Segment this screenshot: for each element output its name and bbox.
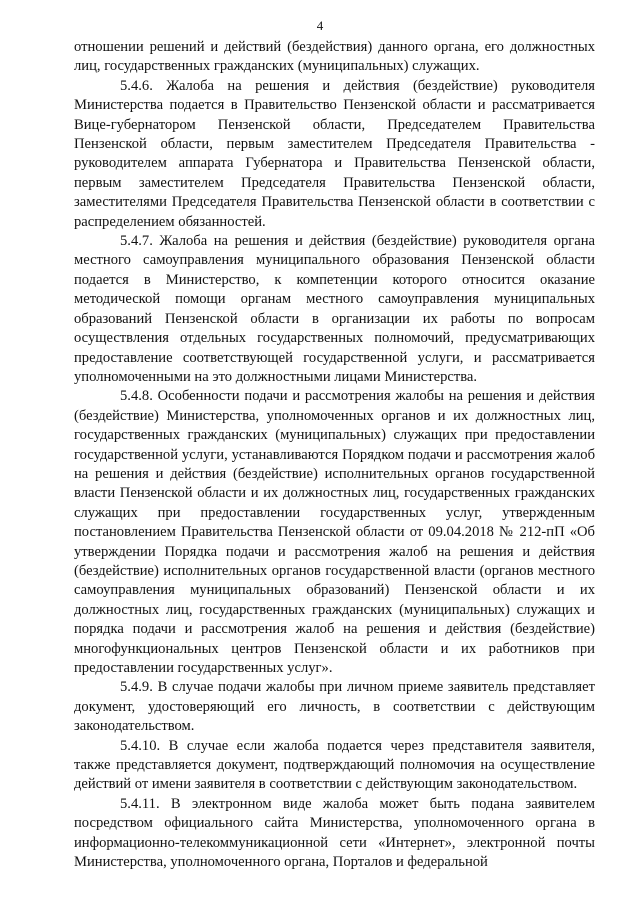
paragraph-5-4-11: 5.4.11. В электронном виде жалоба может быть подана заявителем посредством официального сайта Министерства, уполномоченного органа в информационно-телекоммуникационной сети «Интернет», электронной почты Министерства, уполномоченного органа, Порталов и федеральной (74, 795, 595, 871)
paragraph-5-4-9: 5.4.9. В случае подачи жалобы при личном приеме заявитель представляет документ, удостоверяющий его личность, в соответствии с действующим законодательством. (74, 679, 595, 735)
paragraph-continuation: отношении решений и действий (бездействия) данного органа, его должностных лиц, государственных гражданских (муниципальных) служащих. (74, 39, 595, 75)
paragraph-5-4-8: 5.4.8. Особенности подачи и рассмотрения жалобы на решения и действия (бездействие) Министерства, уполномоченных органов и их должностных лиц, государственных гражданских (муниципальных) служащих при предоставлении государственной услуги, устанавливаются Порядком подачи и рассмотрения жалоб на решения и действия (бездействие) исполнительных органов государственной власти Пензенской области и их должностных лиц, государственных гражданских служащих при предоставлении государственных услуг, утвержденным постановлением Правительства Пензенской области от 09.04.2018 № 212-пП «Об утверждении Порядка подачи и рассмотрения жалоб на решения и действия (бездействие) исполнительных органов государственной власти (органов местного самоуправления муниципальных образований) Пензенской области и их должностных лиц, государственных гражданских (муниципальных) служащих и порядка подачи и рассмотрения жалоб на решения и действия (бездействие) многофункциональных центров Пензенской области и их работников при предоставлении государственных услуг». (74, 388, 595, 676)
document-body (74, 38, 595, 872)
paragraph-5-4-7: 5.4.7. Жалоба на решения и действия (бездействие) руководителя органа местного самоуправления муниципального образования Пензенской области подается в Министерство, к компетенции которого относится оказание методической помощи органам местного самоуправления муниципальных образований Пензенской области в организации их работы по вопросам осуществления отдельных государственных полномочий, предусматривающих предоставление соответствующей государственной услуги, и рассматривается уполномоченными на это должностными лицами Министерства. (74, 233, 595, 385)
paragraph-5-4-10: 5.4.10. В случае если жалоба подается через представителя заявителя, также представляется документ, подтверждающий полномочия на осуществление действий от имени заявителя в соответствии с действующим законодательством. (74, 737, 595, 793)
page-number: 4 (316, 18, 324, 33)
paragraph-5-4-6: 5.4.6. Жалоба на решения и действия (бездействие) руководителя Министерства подается в Правительство Пензенской области и рассматривается Вице-губернатором Пензенской области, Председателем Правительства Пензенской области, первым заместителем Председателя Правительства - руководителем аппарата Губернатора и Правительства Пензенской области, первым заместителем Председателя Правительства Пензенской области, заместителями Председателя Правительства Пензенской области в соответствии с распределением обязанностей. (74, 77, 595, 230)
